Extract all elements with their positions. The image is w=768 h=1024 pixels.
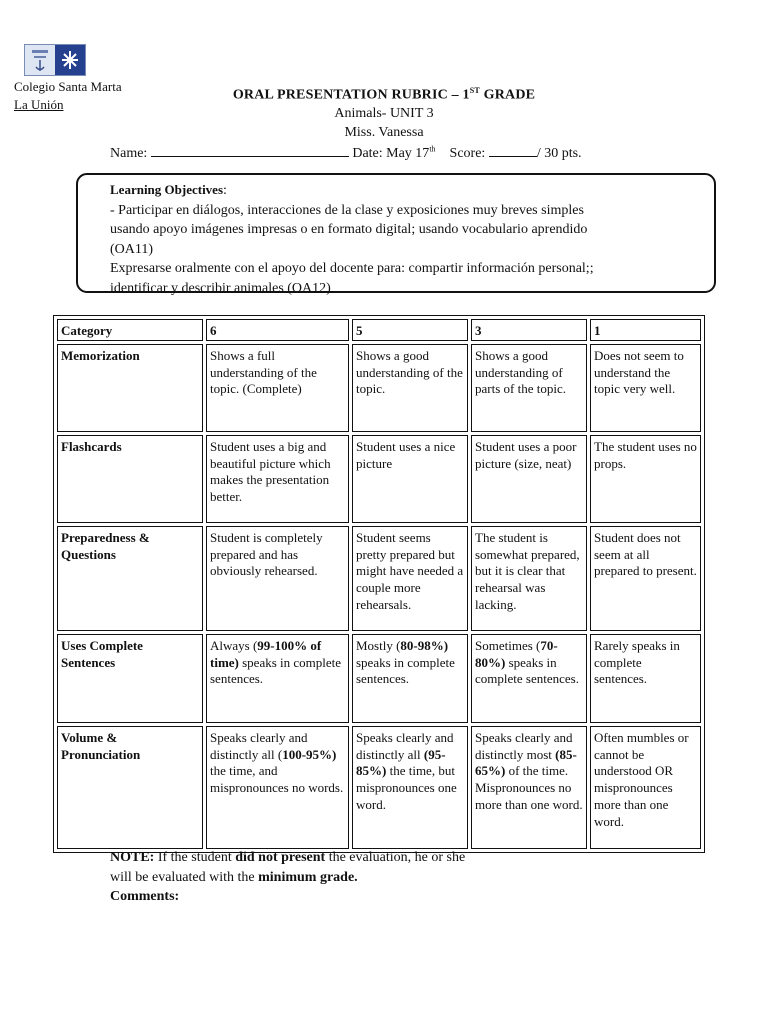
cell-score-5 [352, 634, 468, 723]
note-emphasis: did not present [235, 850, 326, 865]
row-category: Preparedness & Questions [57, 526, 203, 631]
cell-text: Mostly ( [356, 638, 401, 653]
cell-score-6 [206, 634, 349, 723]
cell-text: the time, but mispronounces one word. [356, 763, 457, 812]
cell-score-6: Student uses a big and beautiful picture which makes the presentation better. [206, 435, 349, 523]
note-text: will be evaluated with the [110, 869, 259, 885]
row-category: Volume & Pronunciation [57, 726, 203, 849]
cell-score-5: Student uses a nice picture [352, 435, 468, 523]
cell-text: speaks in complete sentences. [475, 654, 579, 687]
score-blank[interactable] [489, 144, 537, 157]
header-score-5: 5 [352, 319, 468, 341]
cell-text: speaks in complete sentences. [210, 654, 342, 687]
cell-percent: (85-65%) [475, 746, 577, 779]
cell-text: of the time. Mispronounces no more than one word. [475, 763, 583, 812]
learning-objectives-box: Learning Objectives: - Participar en diálogos, interacciones de la clase y exposiciones muy breves simples usando apoyo imágenes impresas o en formato digital; usando vocabulario aprendido (OA11) Expresarse oralmente con el apoyo del docente para: compartir información personal;; identificar y describir animales (OA12) [76, 173, 716, 293]
objectives-label: Learning Objectives [110, 182, 224, 197]
cell-text: Speaks clearly and distinctly all ( [210, 730, 308, 762]
date-superscript: th [429, 144, 436, 154]
cell-score-6 [206, 726, 349, 849]
table-row [57, 344, 701, 432]
cell-score-1: Rarely speaks in complete sentences. [590, 634, 701, 723]
cell-text: Always ( [210, 638, 258, 653]
rubric-header-row [57, 319, 701, 341]
row-category: Flashcards [57, 435, 203, 523]
cell-percent: 80-98%) [400, 638, 449, 653]
title-text: ORAL PRESENTATION RUBRIC – 1 [232, 87, 470, 103]
cell-text: the time, and mispronounces no words. [210, 763, 344, 796]
note-section [110, 848, 465, 907]
objective-line: identificar y describir animales (OA12) [110, 280, 331, 296]
cell-score-3 [471, 634, 587, 723]
cell-score-1: Does not seem to understand the topic very well. [590, 344, 701, 432]
header-category: Category [57, 319, 203, 341]
title-grade: GRADE [479, 87, 536, 103]
note-emphasis: minimum grade. [258, 869, 358, 885]
note-label: NOTE: [110, 850, 155, 865]
school-logo [24, 44, 86, 76]
cell-score-1: Student does not seem at all prepared to present. [590, 526, 701, 631]
row-category: Memorization [57, 344, 203, 432]
note-text: the evaluation, he or she [325, 850, 466, 865]
cell-score-3: Student uses a poor picture (size, neat) [471, 435, 587, 523]
table-row [57, 634, 701, 723]
cell-score-3: Shows a good understanding of parts of the topic. [471, 344, 587, 432]
logo-crest-right [55, 45, 85, 75]
objective-line: Expresarse oralmente con el apoyo del docente para: compartir información personal;; [110, 261, 594, 276]
cell-text: Sometimes ( [475, 638, 541, 653]
title-superscript: ST [469, 86, 480, 95]
name-blank[interactable] [151, 144, 349, 157]
cell-score-1: Often mumbles or cannot be understood OR mispronounces more than one word. [590, 726, 701, 849]
cell-percent: 99-100% of time) [210, 638, 322, 670]
cell-percent: 70-80%) [475, 638, 558, 670]
name-date-score-line [110, 144, 582, 162]
cell-percent: (95-85%) [356, 746, 446, 779]
date-label: Date: May 17 [352, 146, 430, 161]
school-name: Colegio Santa Marta [14, 79, 122, 94]
note-text: If the student [154, 850, 236, 865]
cell-score-3: The student is somewhat prepared, but it is clear that rehearsal was lacking. [471, 526, 587, 631]
cell-score-5: Student seems pretty prepared but might have needed a couple more rehearsals. [352, 526, 468, 631]
header-score-3: 3 [471, 319, 587, 341]
table-row [57, 726, 701, 849]
row-category: Uses Complete Sentences [57, 634, 203, 723]
cell-text: speaks in complete sentences. [356, 654, 455, 687]
score-label: Score: [449, 146, 486, 161]
comments-label: Comments: [110, 889, 180, 904]
rubric-table [53, 315, 705, 853]
cell-score-5: Shows a good understanding of the topic. [352, 344, 468, 432]
header-score-6: 6 [206, 319, 349, 341]
cell-percent: 100-95%) [282, 746, 337, 762]
table-row [57, 435, 701, 523]
unit-line: Animals- UNIT 3 [334, 106, 434, 121]
cell-score-1: The student uses no props. [590, 435, 701, 523]
objective-line: (OA11) [110, 241, 154, 257]
cell-text: Speaks clearly and distinctly all [356, 730, 454, 762]
cell-score-6: Shows a full understanding of the topic. (Complete) [206, 344, 349, 432]
objective-line: usando apoyo imágenes impresas o en formato digital; usando vocabulario aprendido [110, 222, 588, 237]
teacher-line: Miss. Vanessa [344, 125, 424, 140]
cell-score-5 [352, 726, 468, 849]
cell-score-6: Student is completely prepared and has obviously rehearsed. [206, 526, 349, 631]
page-title [0, 86, 768, 104]
score-total: / 30 pts. [536, 146, 582, 161]
cell-text: Speaks clearly and distinctly most [475, 730, 573, 762]
logo-crest-left [25, 45, 55, 75]
objective-line: - Participar en diálogos, interacciones de la clase y exposiciones muy breves simples [110, 202, 584, 218]
school-city: La Unión [14, 97, 64, 112]
header-score-1: 1 [590, 319, 701, 341]
table-row [57, 526, 701, 631]
name-label: Name: [110, 146, 148, 161]
cell-score-3 [471, 726, 587, 849]
